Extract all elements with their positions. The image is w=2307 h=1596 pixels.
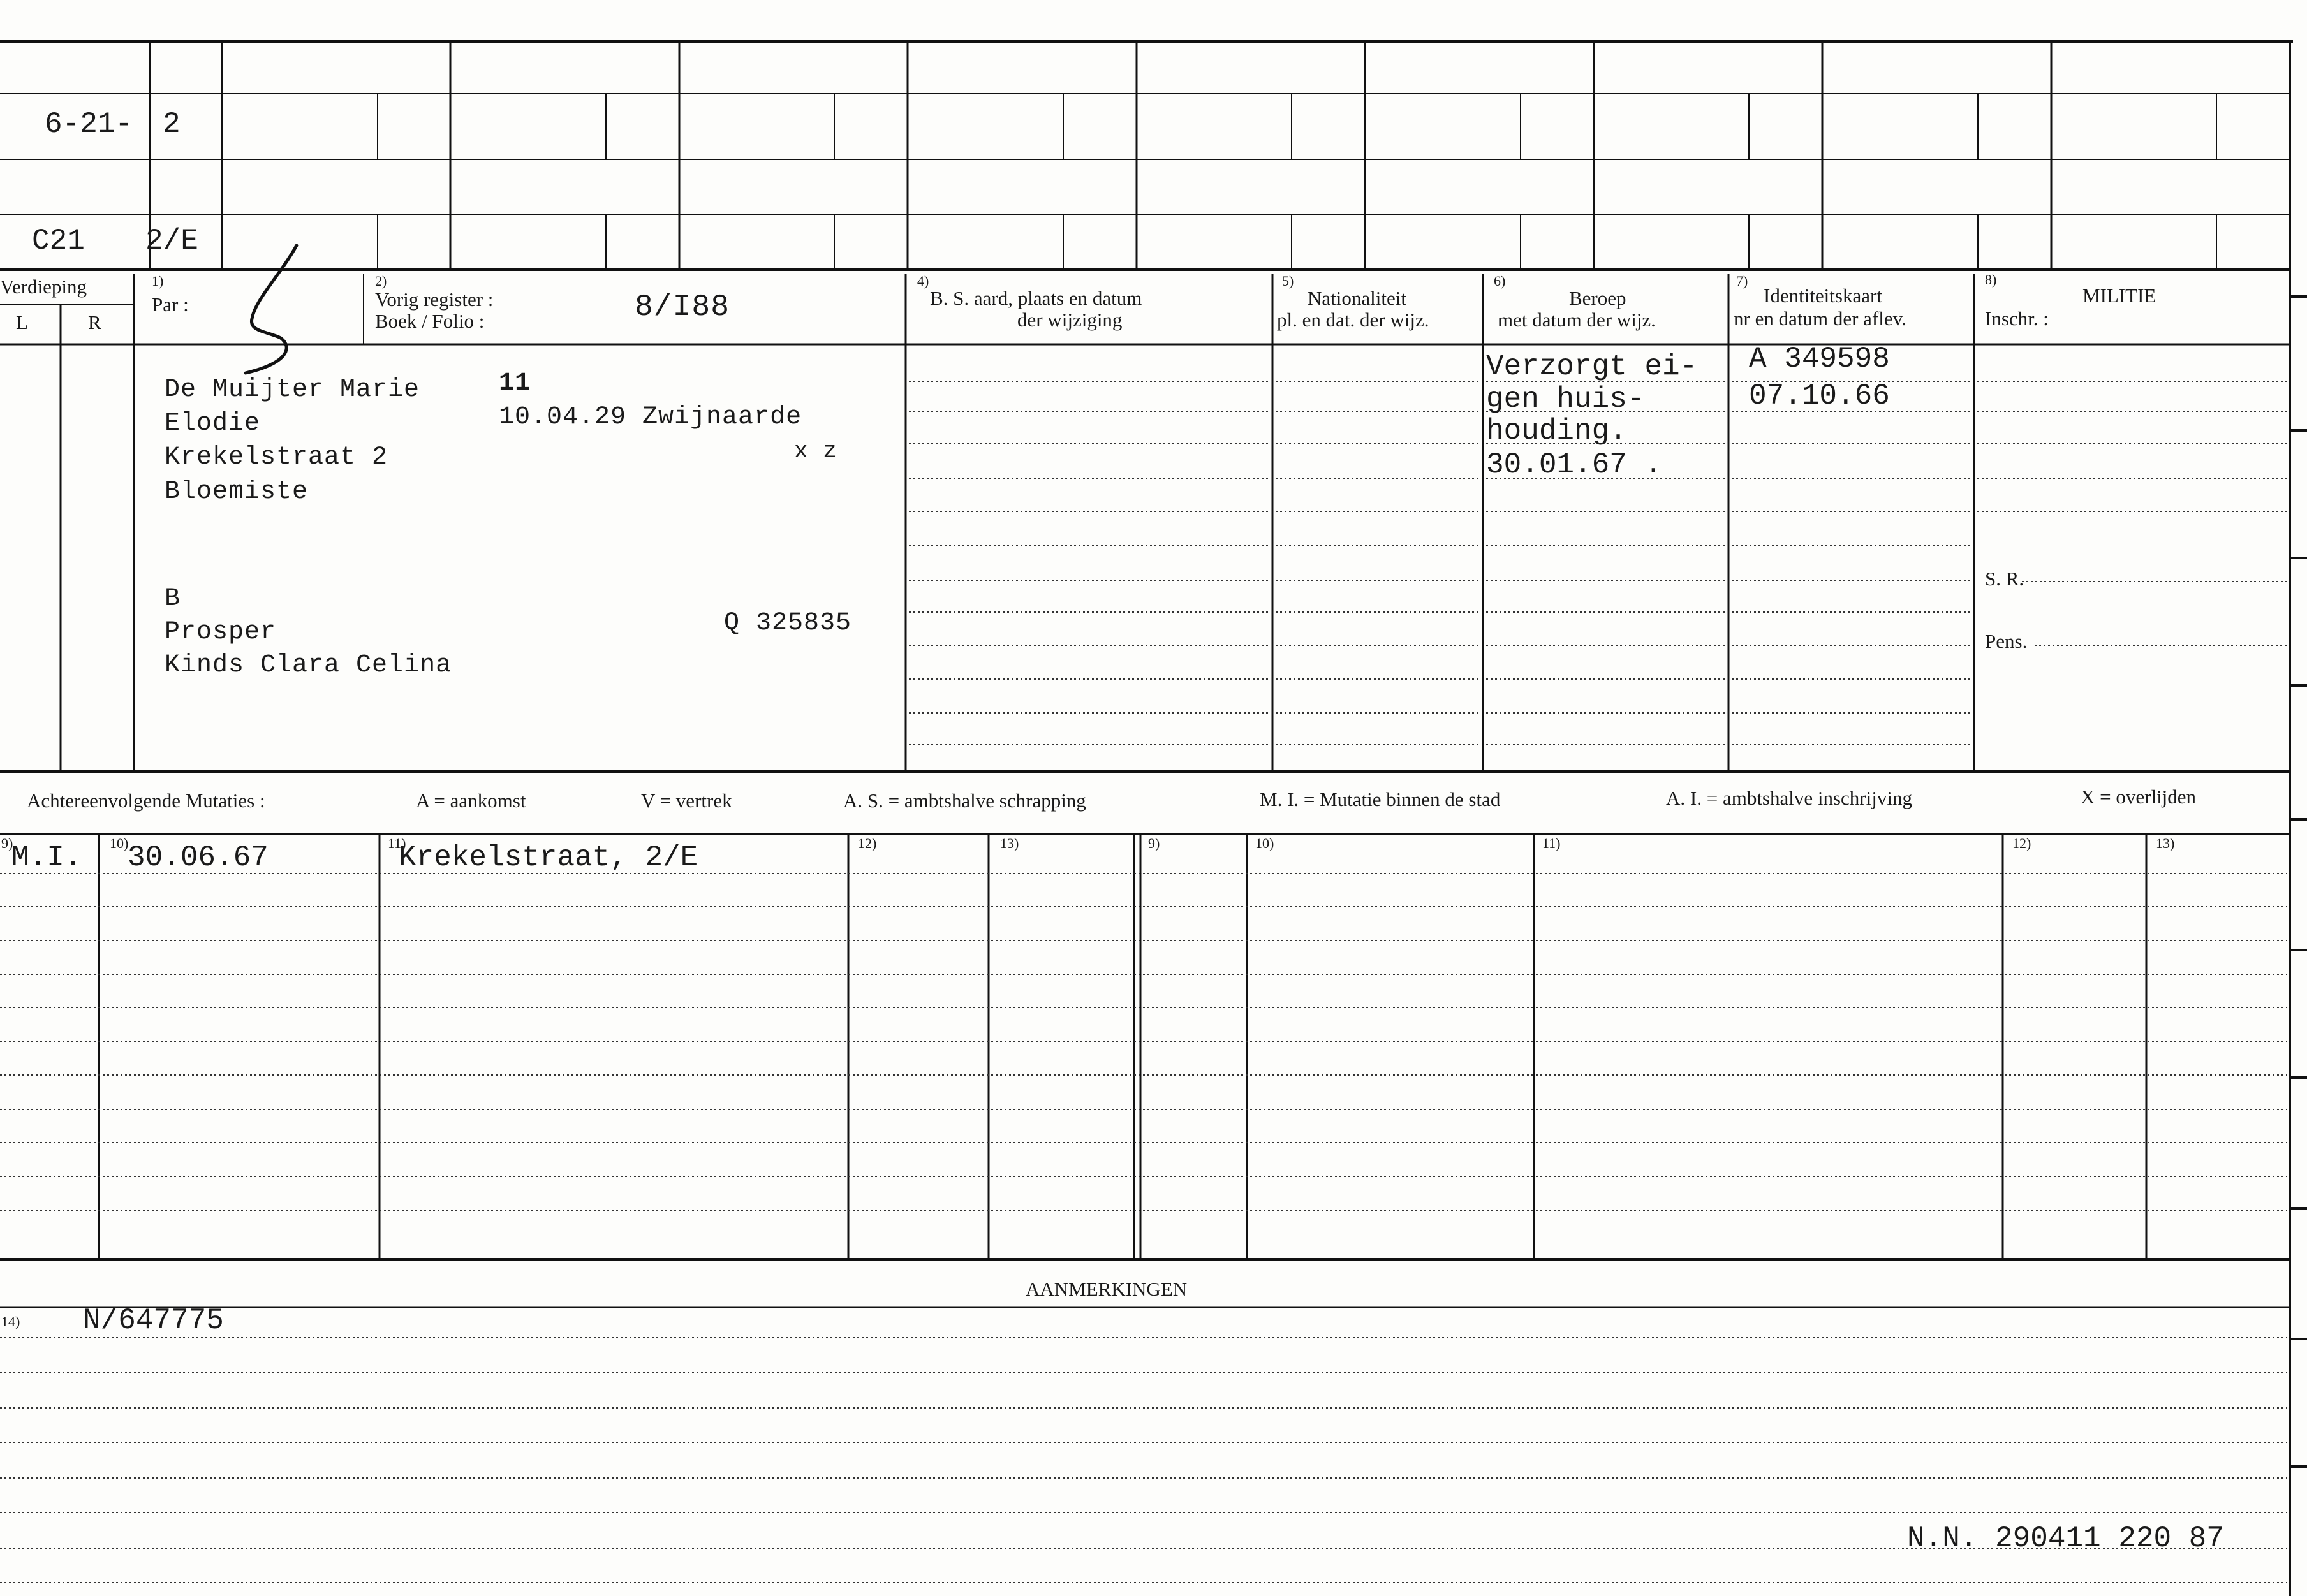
person-address: Krekelstraat 2 [165,443,388,472]
mutation-code: M.I. [11,841,82,874]
civil-mark: x z [794,438,837,464]
beroep-value-line3: houding. [1486,414,1627,448]
vorig-register-label: Vorig register : [375,288,494,311]
pens-label: Pens. [1985,630,2028,652]
identiteitskaart-line1: Identiteitskaart [1764,284,1882,307]
register-sub-top: 2 [163,108,181,141]
col-r-label: R [88,311,101,333]
remarks-title: AANMERKINGEN [1026,1278,1188,1300]
boek-folio-label: Boek / Folio : [375,310,485,332]
col-number-4: 4) [917,273,929,289]
col-number-8: 8) [1985,272,1997,288]
verdieping-label: Verdieping [0,275,87,298]
register-code-bottom: C21 [32,224,85,258]
beroep-line2: met datum der wijz. [1498,309,1656,331]
mut-col-10b: 10) [1255,835,1274,851]
bs-header-line2: der wijziging [1017,309,1123,331]
mut-col-13b: 13) [2156,835,2175,851]
col-number-1: 1) [152,273,164,289]
mutation-date: 30.06.67 [128,841,269,874]
mut-col-13: 13) [1000,835,1019,851]
legend-title: Achtereenvolgende Mutaties : [27,789,265,812]
birth-day: 11 [499,369,531,398]
mut-col-11b: 11) [1542,835,1561,851]
register-sub-bottom: 2/E [145,224,198,258]
col-number-5: 5) [1282,273,1294,289]
nationaliteit-line2: pl. en dat. der wijz. [1277,309,1429,331]
mut-col-10: 10) [110,835,129,851]
register-code-top: 6-21- [45,108,133,141]
col-number-7: 7) [1736,273,1748,289]
spouse-number: Q 325835 [724,609,852,638]
inschr-label: Inschr. : [1985,307,2049,330]
sr-label: S. R. [1985,567,2024,590]
mut-col-9: 9) [1,835,13,851]
spouse-first-name: Prosper [165,618,277,647]
legend-ai: A. I. = ambtshalve inschrijving [1666,787,1912,809]
remarks-col-14: 14) [1,1314,20,1329]
remarks-value: N/647775 [83,1304,224,1337]
col-number-2: 2) [375,273,387,289]
legend-a: A = aankomst [416,789,526,812]
beroep-value-line2: gen huis- [1486,383,1645,416]
beroep-value-date: 30.01.67 . [1486,448,1663,481]
spouse-code: B [165,585,181,613]
nationaliteit-line1: Nationaliteit [1308,287,1406,309]
militie-label: MILITIE [2082,284,2156,307]
birth-date-place: 10.04.29 Zwijnaarde [499,403,802,432]
person-name: De Muijter Marie [165,376,420,404]
col-number-6: 6) [1494,273,1506,289]
beroep-value-line1: Verzorgt ei- [1486,350,1698,383]
mut-col-12: 12) [858,835,877,851]
legend-v: V = vertrek [641,789,732,812]
mut-col-11: 11) [388,835,406,851]
beroep-line1: Beroep [1569,287,1626,309]
boek-folio-value: 8/I88 [635,290,730,325]
bs-header-line1: B. S. aard, plaats en datum [930,287,1142,309]
col-l-label: L [16,311,28,333]
mutation-address: Krekelstraat, 2/E [399,841,698,874]
legend-mi: M. I. = Mutatie binnen de stad [1260,788,1501,810]
legend-as: A. S. = ambtshalve schrapping [843,789,1086,812]
mut-col-12b: 12) [2012,835,2031,851]
person-name-2: Elodie [165,409,261,438]
person-occupation: Bloemiste [165,478,309,506]
identiteitskaart-line2: nr en datum der aflev. [1734,307,1906,330]
legend-x: X = overlijden [2081,786,2197,808]
par-label: Par : [152,293,189,316]
mut-col-9b: 9) [1148,835,1160,851]
id-card-number: A 349598 [1749,342,1890,376]
national-number: N.N. 290411 220 87 [1907,1522,2224,1555]
id-card-date: 07.10.66 [1749,379,1890,413]
spouse-full-name: Kinds Clara Celina [165,651,452,680]
